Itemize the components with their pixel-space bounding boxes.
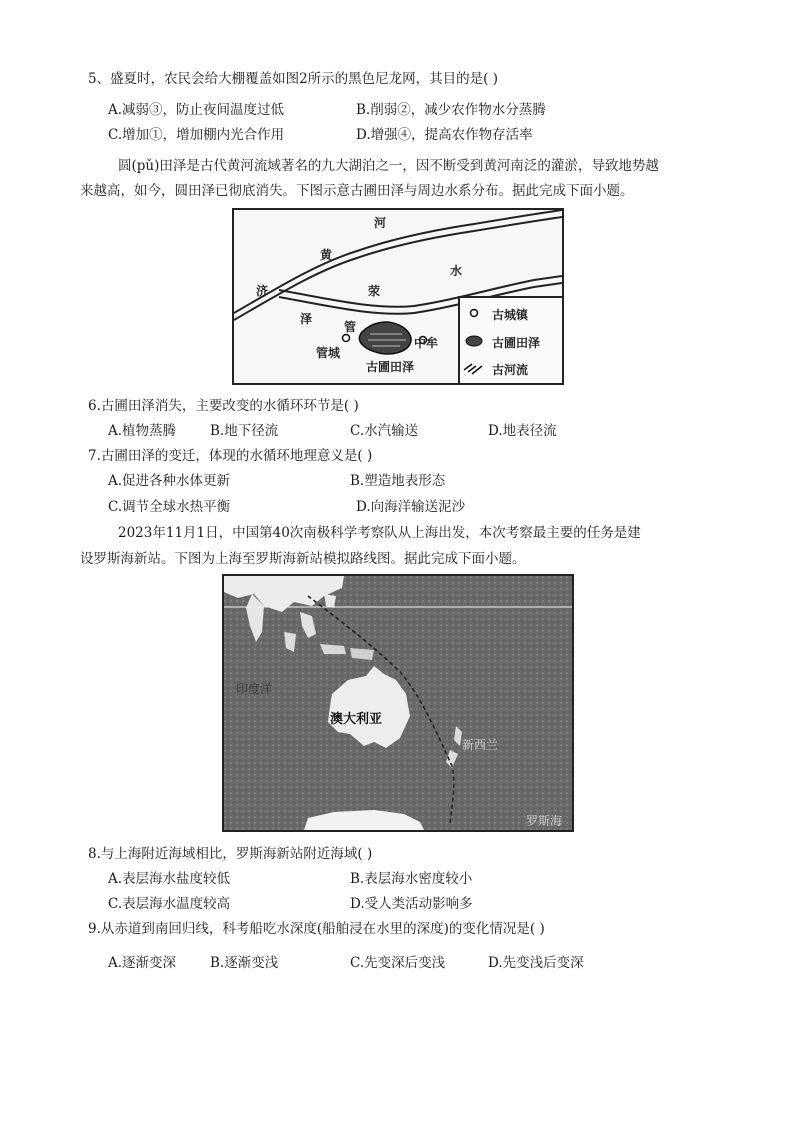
label-ze: 泽 xyxy=(300,312,313,326)
q5-option-a: A.减弱③，防止夜间温度过低 xyxy=(108,102,285,118)
q9-option-d: D.先变浅后变深 xyxy=(488,955,584,971)
q6-stem: 6.古圃田泽消失，主要改变的水循环环节是( ) xyxy=(88,398,359,414)
q8-option-a: A.表层海水盐度较低 xyxy=(108,871,231,887)
passage1-line1: 圆(pǔ)田泽是古代黄河流域著名的九大湖泊之一，因不断受到黄河南泛的灌淤，导致地势越 xyxy=(118,158,659,174)
q5-stem: 5、盛夏时，农民会给大棚覆盖如图2所示的黑色尼龙网，其目的是( ) xyxy=(88,71,499,87)
q9-option-c: C.先变深后变浅 xyxy=(350,955,446,971)
q7-stem: 7.古圃田泽的变迁，体现的水循环地理意义是( ) xyxy=(88,448,373,464)
label-australia: 澳大利亚 xyxy=(330,712,383,727)
label-zhongmou: 中牟 xyxy=(414,336,439,350)
label-guan: 管 xyxy=(344,320,357,334)
label-he: 河 xyxy=(374,216,387,230)
q7-option-b: B.塑造地表形态 xyxy=(350,473,446,489)
passage1-line2: 来越高，如今，圆田泽已彻底消失。下图示意古圃田泽与周边水系分布。据此完成下面小题。 xyxy=(80,183,634,199)
passage2-line2: 设罗斯海新站。下图为上海至罗斯海新站模拟路线图。据此完成下面小题。 xyxy=(80,551,526,567)
q6-option-a: A.植物蒸腾 xyxy=(108,423,177,439)
q7-option-d: D.向海洋输送泥沙 xyxy=(356,499,466,515)
q9-option-a: A.逐渐变深 xyxy=(108,955,177,971)
q6-option-d: D.地表径流 xyxy=(488,423,557,439)
label-huang: 黄 xyxy=(320,248,333,262)
putian-map xyxy=(232,208,564,385)
q9-option-b: B.逐渐变浅 xyxy=(210,955,279,971)
legend-lake: 古圃田泽 xyxy=(492,336,541,350)
q6-option-c: C.水汽输送 xyxy=(350,423,419,439)
q8-option-b: B.表层海水密度较小 xyxy=(350,871,473,887)
label-xing: 荥 xyxy=(368,284,381,298)
q6-option-b: B.地下径流 xyxy=(210,423,279,439)
q7-option-c: C.调节全球水热平衡 xyxy=(108,499,231,515)
q8-stem: 8.与上海附近海域相比，罗斯海新站附近海域( ) xyxy=(88,846,373,862)
label-ross-sea: 罗斯海 xyxy=(526,814,563,828)
map1-legend xyxy=(458,296,564,385)
label-shui: 水 xyxy=(450,264,463,278)
label-indian-ocean: 印度洋 xyxy=(236,682,273,696)
legend-river: 古河流 xyxy=(492,363,529,377)
label-putian: 古圃田泽 xyxy=(366,360,415,374)
label-ji: 济 xyxy=(256,284,269,298)
legend-city: 古城镇 xyxy=(492,308,529,322)
passage2-line1: 2023年11月1日，中国第40次南极科学考察队从上海出发，本次考察最主要的任务是建 xyxy=(118,525,641,541)
label-new-zealand: 新西兰 xyxy=(462,738,499,752)
route-map-drawing xyxy=(224,576,572,830)
q8-option-d: D.受人类活动影响多 xyxy=(350,896,473,912)
q5-option-b: B.削弱②，减少农作物水分蒸腾 xyxy=(356,102,546,118)
q5-option-d: D.增强④，提高农作物存活率 xyxy=(356,127,533,143)
label-guancheng: 管城 xyxy=(316,346,341,360)
q8-option-c: C.表层海水温度较高 xyxy=(108,896,231,912)
route-map xyxy=(222,574,574,832)
q7-option-a: A.促进各种水体更新 xyxy=(108,473,231,489)
q9-stem: 9.从赤道到南回归线，科考船吃水深度(船舶浸在水里的深度)的变化情况是( ) xyxy=(88,921,545,937)
q5-option-c: C.增加①，增加棚内光合作用 xyxy=(108,127,285,143)
